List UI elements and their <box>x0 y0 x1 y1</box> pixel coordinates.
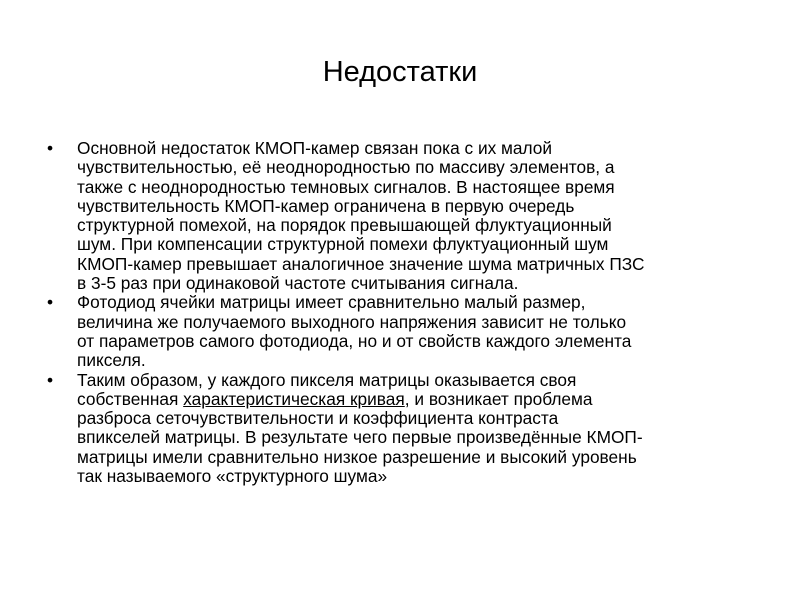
text-line: пикселя. <box>77 350 146 371</box>
text-line: впикселей матрицы. В результате чего первые произведённые КМОП- <box>77 427 643 448</box>
text-line: также с неоднородностью темновых сигналов. В настоящее время <box>77 176 615 197</box>
text-line: структурной помехой, на порядок превышающей флуктуационный <box>77 215 612 236</box>
bullet-item-1 <box>47 139 767 293</box>
bullet-item-2 <box>47 293 767 370</box>
bullet-icon: • <box>47 138 54 158</box>
text-line: так называемого «структурного шума» <box>77 466 388 487</box>
text-line: разброса сеточувствительности и коэффициента контраста <box>77 408 559 429</box>
text-line: в 3-5 раз при одинаковой частоте считывания сигнала. <box>77 273 519 294</box>
text-line: величина же получаемого выходного напряжения зависит не только <box>77 311 627 332</box>
text-line: Таким образом, у каждого пикселя матрицы оказывается своя <box>77 369 577 390</box>
text-fragment: собственная <box>77 388 184 409</box>
text-line: от параметров самого фотодиода, но и от свойств каждого элемента <box>77 330 632 351</box>
text-line: шум. При компенсации структурной помехи флуктуационный шум <box>77 234 609 255</box>
text-line: КМОП-камер превышает аналогичное значение шума матричных ПЗС <box>77 253 645 274</box>
text-line: Фотодиод ячейки матрицы имеет сравнительно малый размер, <box>77 292 586 313</box>
bullet-icon: • <box>47 369 54 390</box>
bullet-icon: • <box>47 292 54 313</box>
bullet-item-3 <box>47 371 767 487</box>
text-line: чувствительность КМОП-камер ограничена в первую очередь <box>77 195 575 216</box>
text-line: Основной недостаток КМОП-камер связан пока с их малой <box>77 138 553 158</box>
text-line <box>77 390 767 409</box>
characteristic-curve-link[interactable]: характеристическая кривая <box>183 388 405 409</box>
slide-title: Недостатки <box>322 56 478 88</box>
text-fragment: , и возникает проблема <box>404 388 593 409</box>
bullet-list <box>47 139 767 486</box>
text-line: чувствительностью, её неоднородностью по массиву элементов, а <box>77 157 615 178</box>
text-line: матрицы имели сравнительно низкое разрешение и высокий уровень <box>77 446 637 467</box>
